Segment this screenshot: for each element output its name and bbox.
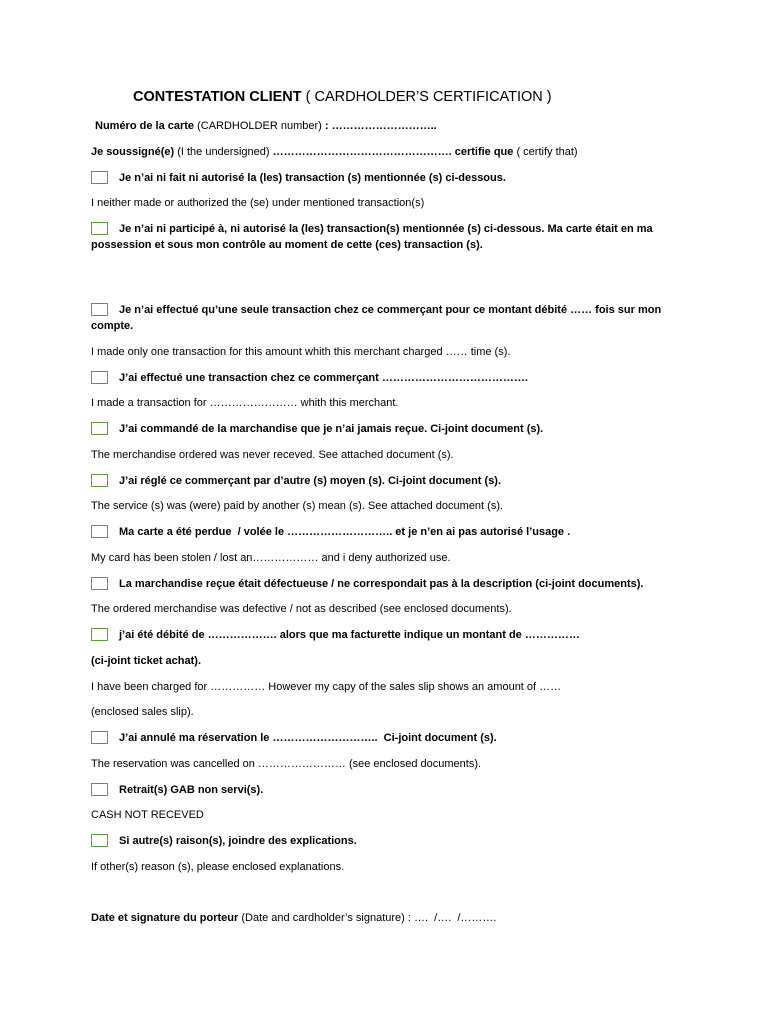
option-7-text-en: My card has been stolen / lost an……………… and i deny authorized use.: [91, 551, 451, 564]
option-12-text-en: If other(s) reason (s), please enclosed explanations.: [91, 860, 345, 873]
option-1: [91, 170, 681, 186]
certify-label-en: ( certify that): [513, 145, 578, 158]
option-5-checkbox[interactable]: [91, 422, 108, 435]
option-10: [91, 730, 681, 746]
option-9: [91, 627, 681, 643]
option-6: [91, 473, 681, 489]
card-number-field[interactable]: : ………………………..: [324, 120, 437, 132]
option-11: [91, 782, 681, 798]
option-5: [91, 421, 681, 437]
option-2-checkbox[interactable]: [91, 222, 108, 235]
option-3-checkbox[interactable]: [91, 303, 108, 316]
option-6-text-en: The service (s) was (were) paid by another (s) mean (s). See attached document (s).: [91, 500, 504, 513]
option-10-checkbox[interactable]: [91, 731, 108, 744]
option-8-text-fr: La marchandise reçue était défectueuse / ne correspondait pas à la description (ci-joint documents).: [119, 577, 644, 590]
document-title-sub: ( CARDHOLDER’S CERTIFICATION ): [301, 89, 552, 105]
option-8-text-en: The ordered merchandise was defective / not as described (see enclosed documents).: [91, 603, 512, 616]
option-6-text-fr: J’ai réglé ce commerçant par d’autre (s) moyen (s). Ci-joint document (s).: [119, 474, 502, 487]
form-body: [91, 87, 681, 936]
undersigned-label-en: (I the undersigned): [174, 145, 273, 158]
certify-label: certifie que: [451, 145, 514, 158]
option-9-checkbox[interactable]: [91, 628, 108, 641]
option-11-checkbox[interactable]: [91, 783, 108, 796]
undersigned-line: [91, 144, 681, 160]
option-12-checkbox[interactable]: [91, 834, 108, 847]
option-3-text-en: I made only one transaction for this amount whith this merchant charged …… time (s).: [91, 345, 511, 358]
option-7-checkbox[interactable]: [91, 525, 108, 538]
card-number-line: [91, 118, 681, 134]
document-title: [133, 87, 681, 107]
signature-label: Date et signature du porteur: [91, 911, 239, 924]
option-1-text-fr: Je n’ai ni fait ni autorisé la (les) transaction (s) mentionnée (s) ci-dessous.: [119, 171, 506, 184]
option-4: [91, 370, 681, 386]
option-4-checkbox[interactable]: [91, 371, 108, 384]
option-4-text-en: I made a transaction for …………………… whith this merchant.: [91, 397, 399, 410]
option-8-checkbox[interactable]: [91, 577, 108, 590]
option-7: [91, 524, 681, 540]
option-3: [91, 302, 681, 334]
option-1-text-en: I neither made or authorized the (se) under mentioned transaction(s): [91, 197, 425, 210]
option-9-text-fr: j’ai été débité de ………………. alors que ma facturette indique un montant de ……………: [119, 629, 580, 641]
document-title-main: CONTESTATION CLIENT: [133, 89, 302, 105]
option-12-text-fr: Si autre(s) raison(s), joindre des explications.: [119, 835, 357, 847]
option-7-text-fr: Ma carte a été perdue / volée le ……………………….. et je n’en ai pas autorisé l’usage .: [119, 526, 571, 538]
option-10-text-fr: J’ai annulé ma réservation le ……………………….. Ci-joint document (s).: [119, 732, 497, 744]
option-11-text-en: CASH NOT RECEVED: [91, 809, 204, 822]
option-5-text-en: The merchandise ordered was never receved. See attached document (s).: [91, 448, 454, 461]
signature-date-field[interactable]: (Date and cardholder’s signature) : …. /…. /……….: [238, 911, 497, 924]
signature-line: [91, 910, 681, 926]
undersigned-name-field[interactable]: ………………………………………….: [272, 145, 452, 158]
option-6-checkbox[interactable]: [91, 474, 108, 487]
undersigned-label: Je soussigné(e): [91, 145, 175, 158]
option-9-note-en: (enclosed sales slip).: [91, 706, 194, 719]
option-8: [91, 576, 681, 592]
option-12: [91, 833, 681, 849]
option-2: [91, 221, 681, 253]
option-11-text-fr: Retrait(s) GAB non servi(s).: [119, 783, 264, 796]
card-number-label: Numéro de la carte: [95, 120, 195, 132]
option-5-text-fr: J’ai commandé de la marchandise que je n’ai jamais reçue. Ci-joint document (s).: [119, 423, 544, 435]
option-4-text-fr: J’ai effectué une transaction chez ce commerçant ………………………………….: [119, 371, 528, 384]
option-3-text-fr: Je n’ai effectué qu’une seule transaction chez ce commerçant pour ce montant débité …… fois sur mon compte.: [91, 304, 665, 332]
option-9-note-fr: (ci-joint ticket achat).: [91, 654, 202, 667]
option-2-text-fr: Je n’ai ni participé à, ni autorisé la (les) transaction(s) mentionnée (s) ci-dessous. Ma carte était en ma possession et sous mon contrôle au moment de cette (ces) transaction (s).: [91, 223, 656, 251]
card-number-label-en: (CARDHOLDER number): [194, 120, 325, 132]
option-9-text-en: I have been charged for …………… However my capy of the sales slip shows an amount of ……: [91, 680, 562, 693]
option-10-text-en: The reservation was cancelled on …………………… (see enclosed documents).: [91, 757, 482, 770]
option-1-checkbox[interactable]: [91, 171, 108, 184]
